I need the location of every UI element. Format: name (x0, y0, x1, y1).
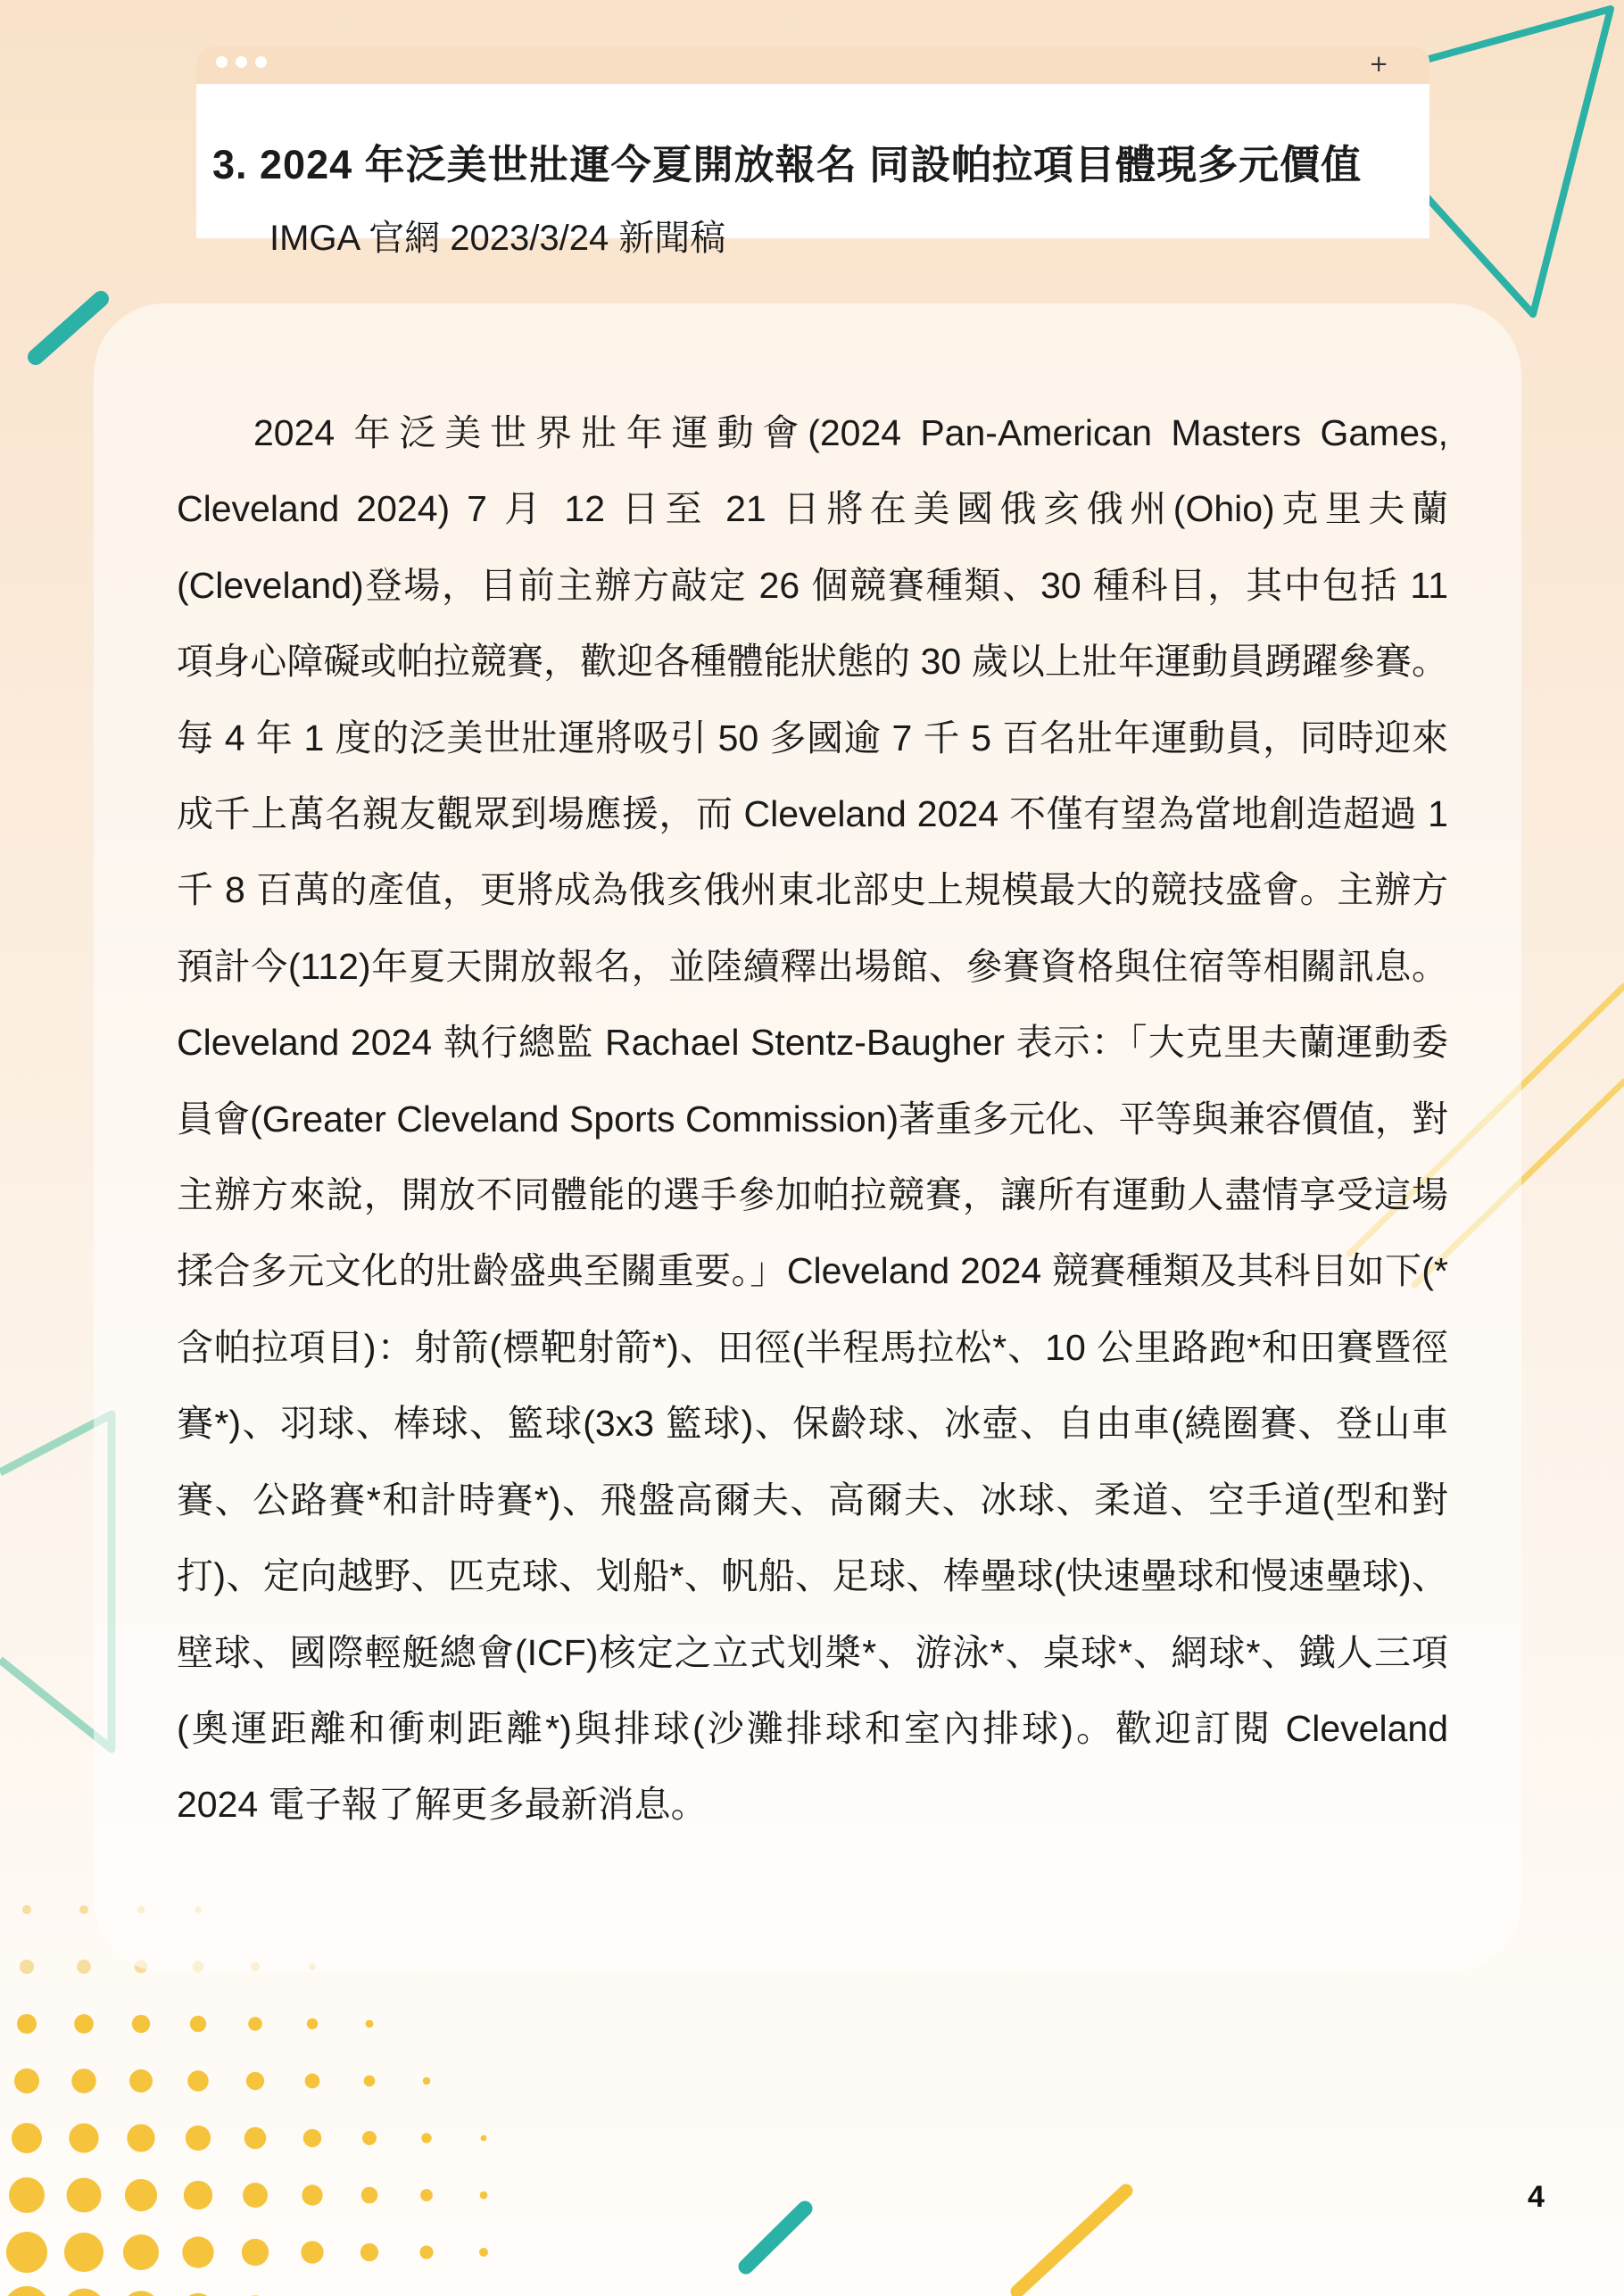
yellow-dot (69, 2123, 98, 2152)
yellow-dot (79, 1905, 88, 1914)
yellow-dot (71, 2068, 96, 2093)
header-window-bar (196, 46, 1429, 84)
plus-icon: + (1369, 51, 1388, 78)
yellow-dot (77, 1960, 91, 1974)
yellow-dot (74, 2014, 94, 2034)
yellow-dot (22, 1905, 31, 1914)
article-source: IMGA 官網 2023/3/24 新聞稿 (269, 219, 726, 258)
yellow-dot (481, 2135, 487, 2142)
yellow-dot (129, 2069, 153, 2093)
yellow-dot (246, 2072, 264, 2090)
yellow-dot (127, 2124, 154, 2151)
teal-triangle-outline (1410, 9, 1611, 314)
yellow-dot (305, 2074, 320, 2089)
yellow-dot (187, 2070, 208, 2091)
yellow-dot (63, 2289, 105, 2296)
yellow-dash-bottom (1017, 2191, 1126, 2292)
yellow-dot (420, 2189, 433, 2201)
teal-dash-bottom (746, 2209, 805, 2267)
yellow-dot (366, 2020, 374, 2028)
yellow-dot (190, 2016, 206, 2032)
window-dots-icon (216, 56, 267, 68)
yellow-dot (4, 2286, 50, 2296)
yellow-dot (67, 2178, 102, 2213)
yellow-dot (303, 2129, 321, 2147)
yellow-dot (302, 2184, 322, 2205)
yellow-dot (6, 2232, 47, 2273)
article-title: 3. 2024 年泛美世壯運今夏開放報名 同設帕拉項目體現多元價值 (212, 142, 1363, 187)
yellow-dot (248, 2017, 262, 2031)
yellow-dot (362, 2131, 377, 2145)
yellow-dot (364, 2076, 376, 2087)
yellow-dot (125, 2179, 157, 2211)
yellow-dot (301, 2241, 323, 2263)
yellow-dot (419, 2245, 433, 2259)
yellow-dot (122, 2291, 160, 2296)
yellow-dot (186, 2126, 211, 2151)
teal-dash-left (36, 299, 101, 357)
page-number: 4 (1528, 2180, 1545, 2214)
yellow-dot (480, 2192, 488, 2200)
yellow-dot (360, 2243, 378, 2261)
yellow-dot (243, 2183, 268, 2208)
yellow-dot (20, 1960, 34, 1974)
article-body: 2024 年泛美世界壯年運動會(2024 Pan-American Masters Games, Cleveland 2024) 7 月 12 日至 21 日將在美國俄亥俄州(Ohio)克里夫蘭(Cleveland)登場，目前主辦方敲定 26 個競賽種類、30 種科目，其中包括 11 項身心障礙或帕拉競賽，歡迎各種體能狀態的 30 歲以上壯年運動員踴躍參賽。每 4 年 1 度的泛美世壯運將吸引 50 多國逾 7 千 5 百名壯年運動員，同時迎來成千上萬名親友觀眾到場應援，而 Cleveland 2024 不僅有望為當地創造超過 1 千 8 百萬的產值，更將成為俄亥俄州東北部史上規模最大的競技盛會。主辦方預計今(112)年夏天開放報名，並陸續釋出場館、參賽資格與住宿等相關訊息。Cleveland 2024 執行總監 Rachael Stentz-Baugher 表示：「大克里夫蘭運動委員會(Greater Cleveland Sports Commission)著重多元化、平等與兼容價值，對主辦方來說，開放不同體能的選手參加帕拉競賽，讓所有運動人盡情享受這場揉合多元文化的壯齡盛典至關重要。」Cleveland 2024 競賽種類及其科目如下(*含帕拉項目)：射箭(標靶射箭*)、田徑(半程馬拉松*、10 公里路跑*和田賽暨徑賽*)、羽球、棒球、籃球(3x3 籃球)、保齡球、冰壺、自由車(繞圈賽、登山車賽、公路賽*和計時賽*)、飛盤高爾夫、高爾夫、冰球、柔道、空手道(型和對打)、定向越野、匹克球、划船*、帆船、足球、棒壘球(快速壘球和慢速壘球)、壁球、國際輕艇總會(ICF)核定之立式划槳*、游泳*、桌球*、網球*、鐵人三項(奧運距離和衝刺距離*)與排球(沙灘排球和室內排球)。歡迎訂閱 Cleveland 2024 電子報了解更多最新消息。 (177, 412, 1448, 1826)
yellow-dot (184, 2181, 212, 2209)
yellow-dot (421, 2133, 431, 2143)
yellow-dot (64, 2233, 104, 2272)
yellow-dot (123, 2234, 159, 2270)
yellow-dot (244, 2127, 267, 2150)
yellow-dot (242, 2239, 269, 2266)
yellow-dot (132, 2015, 150, 2033)
header-card (196, 46, 1429, 258)
yellow-dot (182, 2236, 213, 2267)
yellow-dot (307, 2018, 318, 2029)
yellow-dot (361, 2187, 378, 2204)
yellow-dot (12, 2123, 42, 2153)
yellow-dot (14, 2068, 39, 2093)
yellow-dot (479, 2248, 488, 2257)
yellow-dot (423, 2077, 430, 2085)
yellow-dot (9, 2177, 45, 2213)
yellow-dot (17, 2014, 37, 2034)
